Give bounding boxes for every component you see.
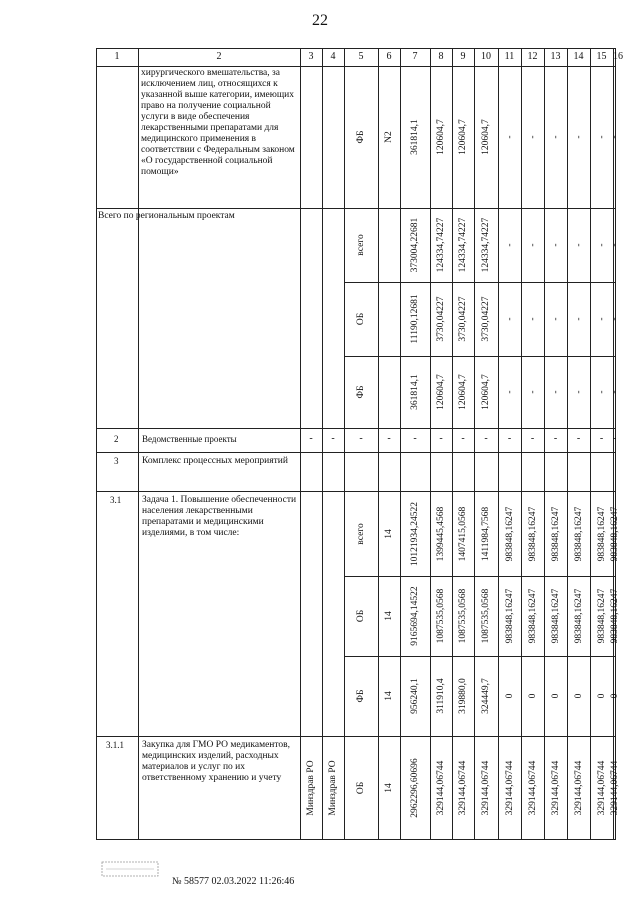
table-rule [400, 48, 401, 840]
row-2-dash-16: - [613, 433, 617, 444]
row-regional-1-value-14: - [573, 317, 584, 321]
row-3-1-0-value-9: 1407415,0568 [458, 506, 468, 561]
row-3-1-0-value-12: 983848,16247 [527, 506, 538, 561]
row-3-1-1-value-16: 329144,06744 [609, 760, 620, 816]
row-regional-2-value-11: - [504, 390, 515, 394]
row-2-dash-10: - [484, 433, 488, 444]
row-regional-2-value-9: 120604,7 [458, 374, 468, 410]
row-3-number: 3 [114, 456, 119, 466]
row-regional-0-value-13: - [550, 243, 561, 247]
column-header-13: 13 [550, 51, 561, 62]
column-header-6: 6 [386, 51, 392, 62]
row-regional-source-0: всего [356, 234, 366, 256]
row-regional-0-value-8: 124334,74227 [436, 217, 446, 273]
row-3-1-2-value-11: 0 [504, 693, 515, 699]
row-3-1-text: Задача 1. Повышение обеспеченности населения лекарственными препаратами и медицинскими изделиями, в том числе: [142, 495, 297, 538]
row-surgery-value-8: 120604,7 [436, 119, 446, 155]
column-header-15: 15 [596, 51, 607, 62]
row-surgery-value-16: - [609, 135, 620, 139]
column-header-3: 3 [308, 51, 314, 62]
row-3-1-1-value-13: 983848,16247 [550, 588, 561, 644]
column-header-9: 9 [460, 51, 466, 62]
row-3-text: Комплекс процессных мероприятий [142, 456, 288, 466]
row-3-1-0-value-11: 983848,16247 [504, 506, 515, 561]
row-3-1-0-value-13: 983848,16247 [550, 506, 561, 561]
registration-number: № 58577 [172, 876, 210, 887]
row-3-1-1-value-12: 329144,06744 [527, 760, 538, 816]
row-3-1-1-source: ОБ [356, 781, 366, 795]
row-surgery-text: хирургического вмешательства, за исключением лиц, относящихся к указанной выше категории, имеющих право на получение социальной услуги в виде обеспечения лекарственными препаратами для медицинского применения в соответствии с Федеральным законом «О государственной социальной помощи» [141, 68, 295, 177]
table-rule [96, 48, 97, 840]
row-regional-source-2: ФБ [356, 385, 366, 399]
row-regional-1-value-9: 3730,04227 [458, 296, 468, 342]
row-surgery-value-15: - [596, 135, 607, 139]
row-3-1-2-value-16: 0 [609, 693, 620, 699]
row-3-1-1-value-15: 983848,16247 [596, 588, 607, 644]
row-3-1-1-number: 3.1.1 [106, 740, 124, 750]
row-2-dash-15: - [599, 433, 604, 444]
row-surgery-code: N2 [384, 131, 394, 143]
row-3-1-1-value-9: 329144,06744 [458, 760, 468, 816]
row-2-dash-5: - [359, 433, 363, 444]
table-rule [96, 452, 616, 453]
row-surgery-value-7: 361814,1 [410, 119, 420, 155]
row-2-dash-13: - [553, 433, 558, 444]
row-3-1-1-value-7: 9165694,14522 [410, 586, 420, 646]
row-regional-2-value-12: - [527, 390, 538, 394]
row-2-dash-12: - [530, 433, 535, 444]
row-3-1-0-value-16: 983848,16247 [609, 506, 620, 561]
row-regional-2-value-8: 120604,7 [436, 374, 446, 410]
row-3-1-source-1: ОБ [356, 609, 366, 623]
column-header-2: 2 [216, 51, 222, 62]
row-3-1-code-1: 14 [384, 611, 394, 621]
row-2-dash-11: - [507, 433, 512, 444]
row-2-dash-14: - [576, 433, 581, 444]
row-3-1-1-value-7: 2962296,60696 [410, 758, 420, 818]
row-3-1-0-value-14: 983848,16247 [573, 506, 584, 561]
row-regional-0-value-10: 124334,74227 [481, 217, 491, 273]
row-3-1-0-value-15: 983848,16247 [596, 506, 607, 561]
row-2-number: 2 [114, 434, 119, 444]
column-header-5: 5 [358, 51, 364, 62]
row-regional-1-value-16: - [609, 317, 620, 321]
table-rule [322, 48, 323, 840]
column-header-16: 16 [613, 51, 623, 62]
row-regional-0-value-12: - [527, 243, 538, 247]
row-3-1-2-value-7: 956240,1 [410, 678, 420, 714]
row-surgery-value-10: 120604,7 [481, 119, 491, 155]
row-regional-0-value-15: - [596, 243, 607, 247]
row-3-1-2-value-12: 0 [527, 693, 538, 699]
table-rule [378, 48, 379, 840]
row-3-1-0-value-8: 1399445,4568 [436, 506, 446, 561]
row-3-1-1-value-11: 983848,16247 [504, 588, 515, 644]
row-surgery-value-9: 120604,7 [458, 119, 468, 155]
footer-stamp [172, 876, 294, 887]
column-header-12: 12 [527, 51, 538, 62]
table-rule [344, 48, 345, 840]
table-rule [138, 48, 139, 840]
column-header-4: 4 [330, 51, 336, 62]
row-regional-1-value-12: - [527, 317, 538, 321]
table-rule [498, 48, 499, 840]
row-3-1-2-value-14: 0 [573, 693, 584, 699]
table-rule [344, 656, 616, 657]
row-regional-source-1: ОБ [356, 312, 366, 326]
table-rule [96, 491, 616, 492]
table-rule [567, 48, 568, 840]
column-header-8: 8 [438, 51, 444, 62]
row-regional-2-value-10: 120604,7 [481, 374, 491, 410]
row-2-dash-4: - [331, 433, 335, 444]
row-3-1-1-value-9: 1087535,0568 [458, 588, 468, 644]
column-header-7: 7 [412, 51, 418, 62]
row-3-1-1-executor: Минздрав РО [306, 760, 316, 816]
registration-datetime: 02.03.2022 11:26:46 [211, 876, 295, 887]
row-regional-1-value-11: - [504, 317, 515, 321]
row-2-dash-3: - [309, 433, 313, 444]
row-regional-1-value-13: - [550, 317, 561, 321]
column-header-1: 1 [114, 51, 120, 62]
row-3-1-1-value-10: 329144,06744 [481, 760, 491, 816]
table-rule [521, 48, 522, 840]
row-3-1-number: 3.1 [110, 495, 122, 505]
row-3-1-2-value-13: 0 [550, 693, 561, 699]
table-rule [590, 48, 591, 840]
row-regional-2-value-16: - [609, 390, 620, 394]
row-surgery-source: ФБ [356, 130, 366, 144]
table-rule [474, 48, 475, 840]
table-rule [452, 48, 453, 840]
page-number: 22 [312, 12, 328, 29]
row-3-1-0-value-7: 10121934,24522 [410, 501, 420, 566]
column-header-10: 10 [481, 51, 491, 62]
row-surgery-value-14: - [573, 135, 584, 139]
table-rule [344, 356, 616, 357]
row-3-1-code-2: 14 [384, 691, 394, 701]
row-regional-2-value-15: - [596, 390, 607, 394]
row-3-1-2-value-10: 324449,7 [481, 678, 491, 714]
row-surgery-value-12: - [527, 135, 538, 139]
row-3-1-1-value-13: 329144,06744 [550, 760, 561, 816]
row-regional-2-value-7: 361814,1 [410, 374, 420, 410]
row-3-1-1-value-15: 329144,06744 [596, 760, 607, 816]
archive-stamp-icon [100, 858, 160, 880]
row-surgery-value-11: - [504, 135, 515, 139]
row-3-1-0-value-10: 1411984,7568 [481, 506, 491, 561]
table-rule [96, 66, 616, 67]
table-rule [96, 839, 616, 840]
table-rule [96, 48, 616, 49]
row-regional-0-value-7: 373004,22681 [410, 217, 420, 273]
row-3-1-1-value-8: 1087535,0568 [436, 588, 446, 644]
row-regional-2-value-13: - [550, 390, 561, 394]
row-3-1-2-value-15: 0 [596, 693, 607, 699]
row-3-1-1-value-14: 983848,16247 [573, 588, 584, 644]
row-3-1-1-value-8: 329144,06744 [436, 760, 446, 816]
row-surgery-value-13: - [550, 135, 561, 139]
row-2-dash-9: - [461, 433, 465, 444]
table-rule [344, 576, 616, 577]
row-3-1-1-text: Закупка для ГМО РО медикаментов, медицинских изделий, расходных материалов и услуг по их ответственному хранению и учету [142, 740, 291, 783]
table-rule [96, 428, 616, 429]
row-3-1-1-value-14: 329144,06744 [573, 760, 584, 816]
table-rule [544, 48, 545, 840]
row-regional-1-value-10: 3730,04227 [481, 296, 491, 342]
row-regional-0-value-9: 124334,74227 [458, 217, 468, 273]
budget-table [96, 48, 623, 840]
row-2-dash-8: - [439, 433, 443, 444]
row-regional-0-value-14: - [573, 243, 584, 247]
row-3-1-1-code: 14 [384, 783, 394, 793]
row-regional-text: Всего по региональным проектам [98, 211, 235, 221]
row-regional-1-value-8: 3730,04227 [436, 296, 446, 342]
table-rule [96, 208, 616, 209]
row-3-1-1-value-16: 983848,16247 [609, 588, 620, 644]
row-2-dash-7: - [413, 433, 417, 444]
row-3-1-1-value-12: 983848,16247 [527, 588, 538, 644]
table-rule [300, 48, 301, 840]
row-3-1-1-value-10: 1087535,0568 [481, 588, 491, 644]
row-regional-1-value-15: - [596, 317, 607, 321]
row-regional-0-value-16: - [609, 243, 620, 247]
table-rule [96, 736, 616, 737]
row-3-1-source-2: ФБ [356, 689, 366, 703]
row-3-1-code-0: 14 [384, 528, 394, 539]
row-3-1-source-0: всего [356, 522, 366, 545]
row-2-text: Ведомственные проекты [142, 434, 237, 444]
column-header-14: 14 [573, 51, 584, 62]
table-rule [430, 48, 431, 840]
row-2-dash-6: - [387, 433, 391, 444]
row-regional-2-value-14: - [573, 390, 584, 394]
row-3-1-2-value-8: 311910,4 [436, 678, 446, 714]
row-3-1-1-coexecutor: Минздрав РО [328, 760, 338, 816]
row-3-1-1-value-11: 329144,06744 [504, 760, 515, 816]
row-regional-0-value-11: - [504, 243, 515, 247]
row-regional-1-value-7: 11190,12681 [410, 294, 420, 344]
table-rule [344, 282, 616, 283]
column-header-11: 11 [504, 51, 515, 62]
row-3-1-2-value-9: 319880,0 [458, 678, 468, 714]
